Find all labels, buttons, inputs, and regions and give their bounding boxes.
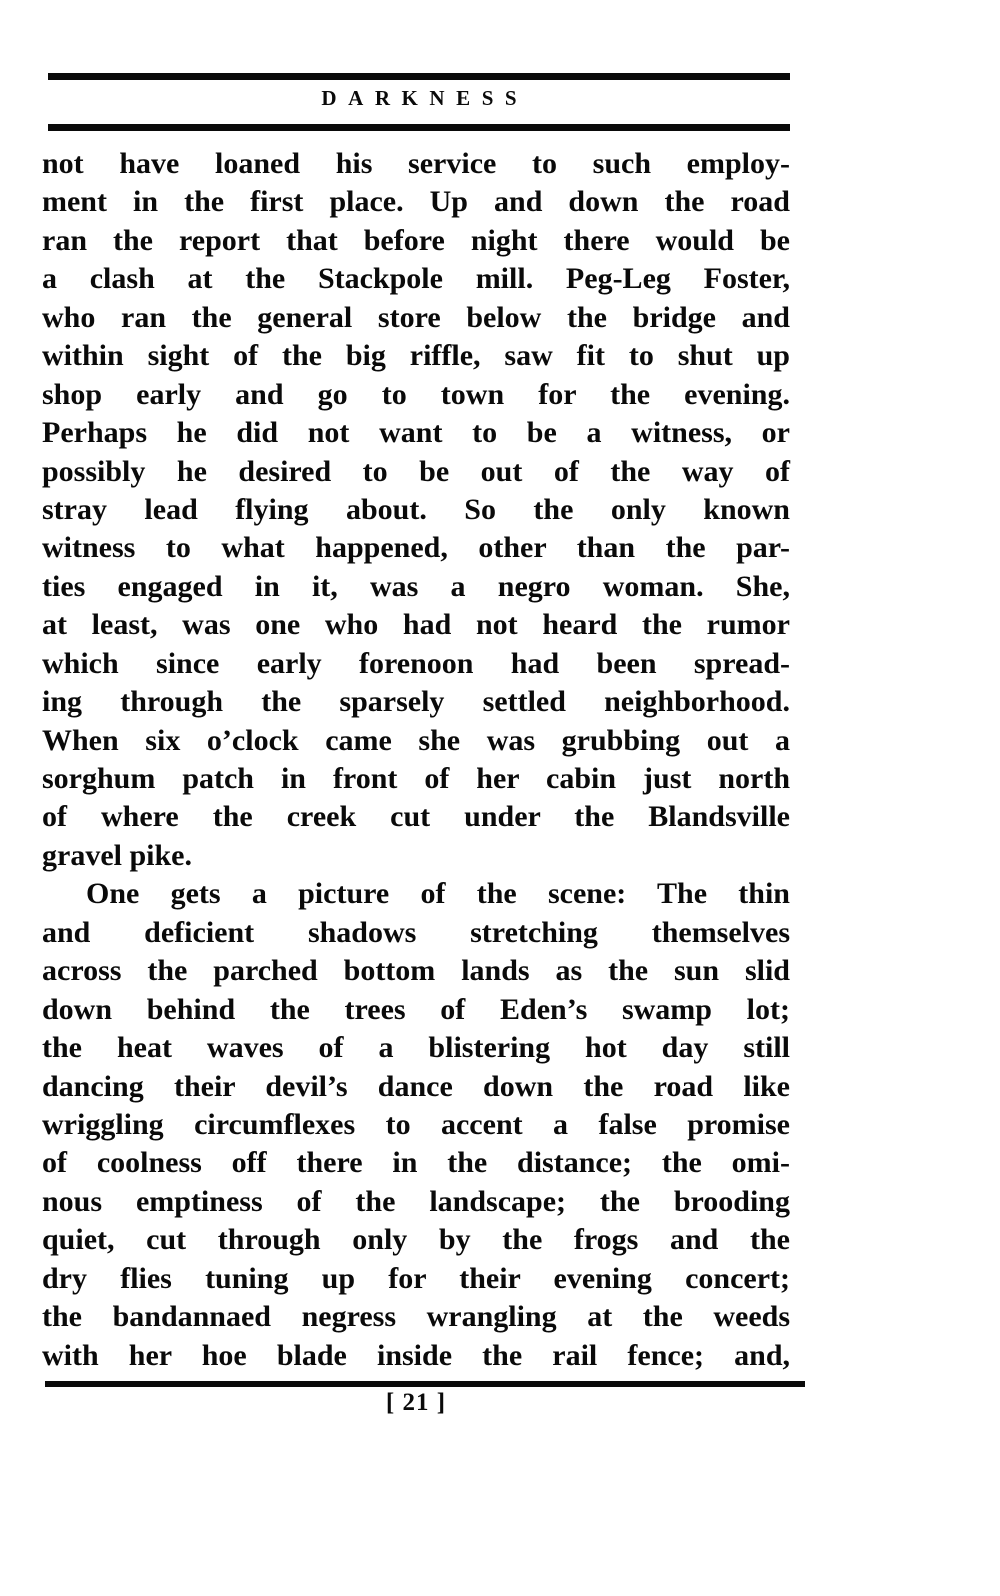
text-line: dry flies tuning up for their evening concert; xyxy=(42,1261,790,1295)
text-line: at least, was one who had not heard the rumor xyxy=(42,608,790,642)
text-line: nous emptiness of the landscape; the brooding xyxy=(42,1184,790,1218)
text-line: ment in the first place. Up and down the road xyxy=(42,185,790,219)
page-body-text xyxy=(42,145,790,1375)
text-line: the bandannaed negress wrangling at the weeds xyxy=(42,1300,790,1334)
header-rule-bottom xyxy=(48,124,790,131)
running-head-title: DARKNESS xyxy=(321,86,529,110)
text-line: ran the report that before night there would be xyxy=(42,223,790,257)
text-line: who ran the general store below the bridge and xyxy=(42,300,790,334)
text-line: wriggling circumflexes to accent a false promise xyxy=(42,1107,790,1141)
text-line: a clash at the Stackpole mill. Peg-Leg Foster, xyxy=(42,262,790,296)
text-line: quiet, cut through only by the frogs and the xyxy=(42,1223,790,1257)
text-line: not have loaned his service to such employ- xyxy=(42,147,790,180)
footer-rule xyxy=(45,1381,805,1387)
text-line: of coolness off there in the distance; the omi- xyxy=(42,1146,790,1180)
text-line: shop early and go to town for the evening. xyxy=(42,377,790,411)
text-line: possibly he desired to be out of the way of xyxy=(42,454,790,488)
text-line: Perhaps he did not want to be a witness, or xyxy=(42,416,790,450)
text-line: across the parched bottom lands as the sun slid xyxy=(42,954,790,988)
text-line: which since early forenoon had been spread- xyxy=(42,646,790,680)
text-line: within sight of the big riffle, saw fit to shut up xyxy=(42,339,790,373)
text-line: When six o’clock came she was grubbing out a xyxy=(42,723,790,757)
header-rule-top xyxy=(48,73,790,80)
text-line: witness to what happened, other than the par- xyxy=(42,531,790,565)
text-line: of where the creek cut under the Blandsville xyxy=(42,800,790,834)
text-line: down behind the trees of Eden’s swamp lot; xyxy=(42,992,790,1026)
text-line: ties engaged in it, was a negro woman. She, xyxy=(42,569,790,603)
text-line: the heat waves of a blistering hot day still xyxy=(42,1031,790,1065)
text-line: with her hoe blade inside the rail fence; and, xyxy=(42,1338,790,1372)
text-line: sorghum patch in front of her cabin just north xyxy=(42,762,790,795)
text-line: ing through the sparsely settled neighborhood. xyxy=(42,685,790,719)
text-line: One gets a picture of the scene: The thin xyxy=(86,877,790,911)
text-line: stray lead flying about. So the only known xyxy=(42,492,790,526)
text-line: and deficient shadows stretching themselves xyxy=(42,915,790,949)
text-line: gravel pike. xyxy=(42,838,192,872)
text-line: dancing their devil’s dance down the road like xyxy=(42,1069,790,1103)
page-number: [ 21 ] xyxy=(385,1389,447,1416)
